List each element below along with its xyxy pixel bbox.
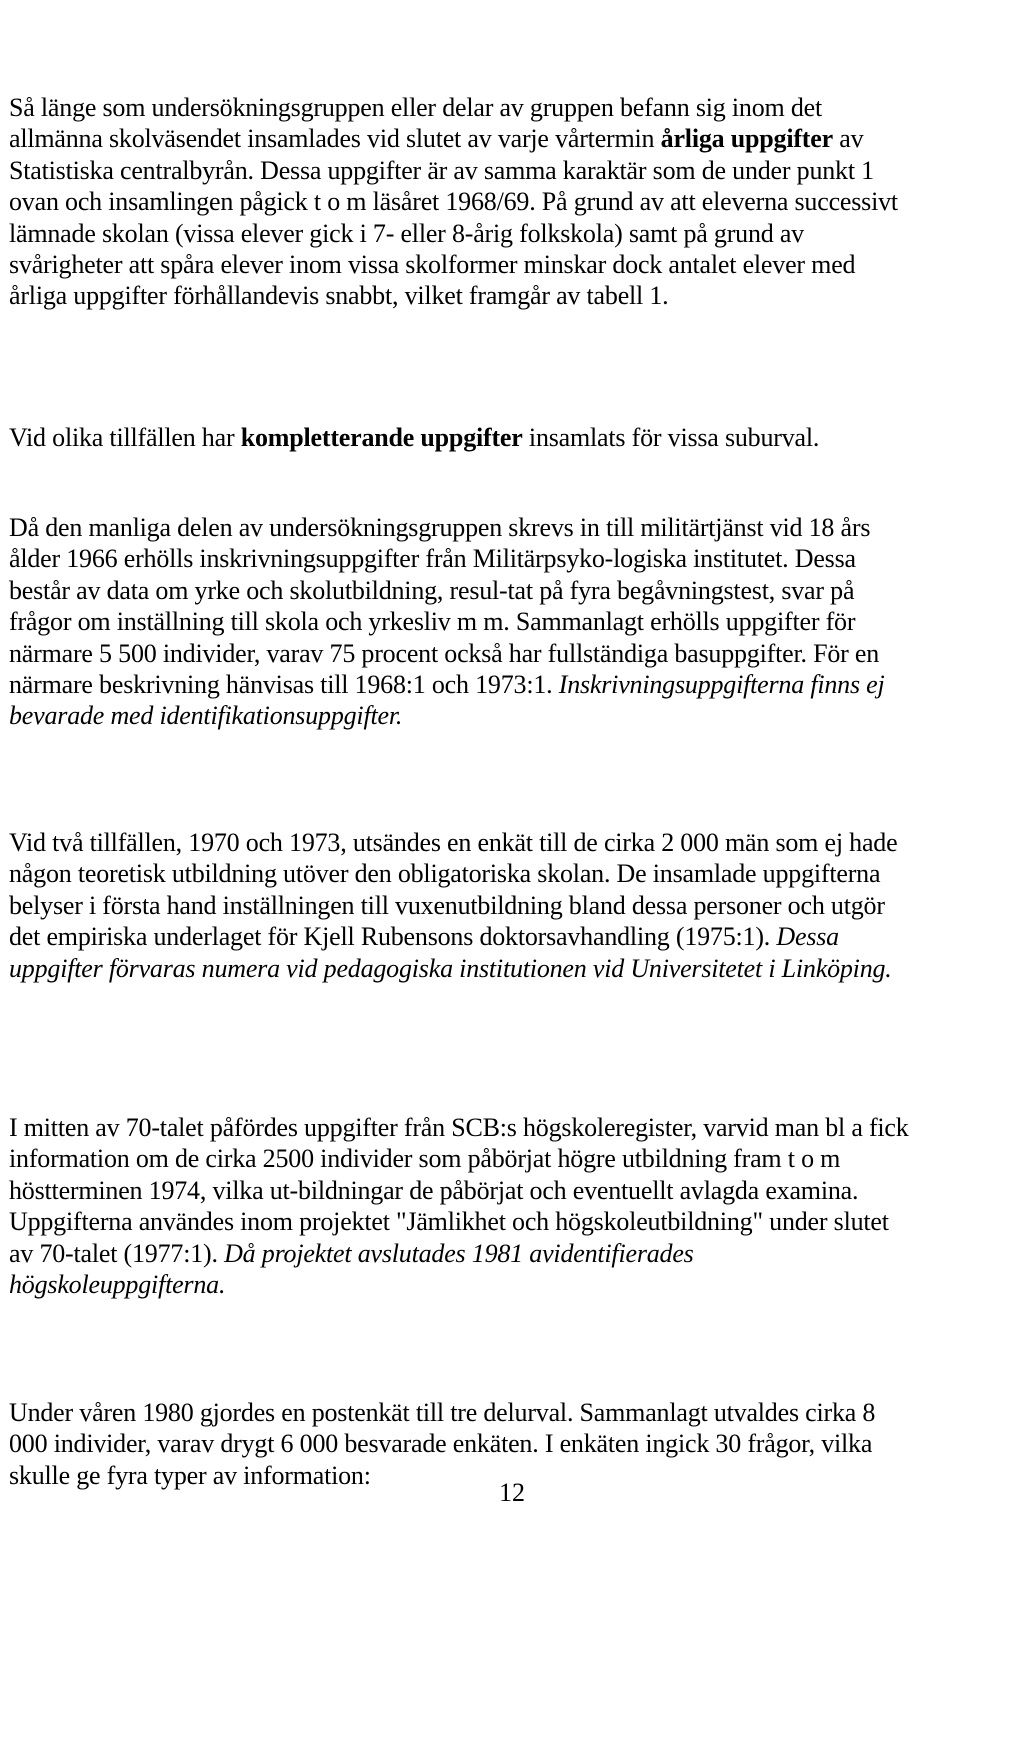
paragraph-text: Vid två tillfällen, 1970 och 1973, utsändes en enkät till de cirka 2 000 män som ej hade någon teoretisk utbildning utöver den obligatoriska skolan. De insamlade uppgifterna belyser i första hand inställningen till vuxenutbildning bland dessa personer och utgör det empiriska underlaget för Kjell Rubensons doktorsavhandling (1975:1).: [9, 828, 898, 952]
page-number: 12: [499, 1478, 525, 1507]
italic-note-survey: Dessa uppgifter förvaras numera vid pedagogiska institutionen vid Universitetet i Linköping.: [9, 922, 892, 983]
paragraph-text: I mitten av 70-talet påfördes uppgifter från SCB:s högskoleregister, varvid man bl a fick information om de cirka 2500 individer som påbörjat högre utbildning fram t o m höstterminen 1974, vilka ut-bildningar de påbörjat och eventuellt avlagda examina. Uppgifterna användes inom projektet "Jämlikhet och högskoleutbildning" under slutet av 70-talet (1977:1).: [9, 1113, 909, 1268]
paragraph-text: insamlats för vissa suburval.: [522, 423, 820, 452]
paragraph-supplementary-data: [9, 422, 819, 453]
italic-note-register: Då projektet avslutades 1981 avidentifierades högskoleuppgifterna.: [9, 1238, 694, 1300]
paragraph-higher-education-register: [9, 1112, 909, 1300]
paragraph-text: Då den manliga delen av undersökningsgruppen skrevs in till militärtjänst vid 18 års ålder 1966 erhölls inskrivningsuppgifter från Militärpsyko-logiska institutet. Dessa består av data om yrke och skolutbildning, resul-tat på fyra begåvningstest, svar på frågor om inställning till skola och yrkesliv m m. Sammanlagt erhölls uppgifter för närmare 5 500 individer, varav 75 procent också har fullständiga basuppgifter. För en närmare beskrivning hänvisas till 1968:1 och 1973:1.: [9, 513, 880, 700]
paragraph-annual-data: [9, 92, 909, 312]
bold-term-annual-data: årliga uppgifter: [660, 124, 833, 154]
paragraph-text: Under våren 1980 gjordes en postenkät till tre delurval. Sammanlagt utvaldes cirka 8 000 individer, varav drygt 6 000 besvarade enkäten. I enkäten ingick 30 frågor, vilka skulle ge fyra typer av information:: [9, 1398, 876, 1490]
paragraph-text: av Statistiska centralbyrån. Dessa uppgifter är av samma karaktär som de under punkt 1 ovan och insamlingen pågick t o m läsåret 1968/69. På grund av att eleverna successivt lämnade skolan (vissa elever gick i 7- eller 8-årig folkskola) samt på grund av svårigheter att spåra elever inom vissa skolformer minskar dock antalet elever med årliga uppgifter förhållandevis snabbt, vilket framgår av tabell 1.: [9, 124, 898, 311]
paragraph-survey-1970-1973: [9, 827, 909, 984]
bold-term-supplementary-data: kompletterande uppgifter: [240, 423, 523, 452]
paragraph-military-enlistment: [9, 512, 909, 732]
italic-note-enlistment: Inskrivningsuppgifterna finns ej bevarade med identifikationsuppgifter.: [9, 670, 885, 731]
paragraph-text: Vid olika tillfällen har: [9, 423, 241, 452]
paragraph-text: Så länge som undersökningsgruppen eller delar av gruppen befann sig inom det allmänna skolväsendet insamlades vid slutet av varje vårtermin: [9, 93, 822, 154]
